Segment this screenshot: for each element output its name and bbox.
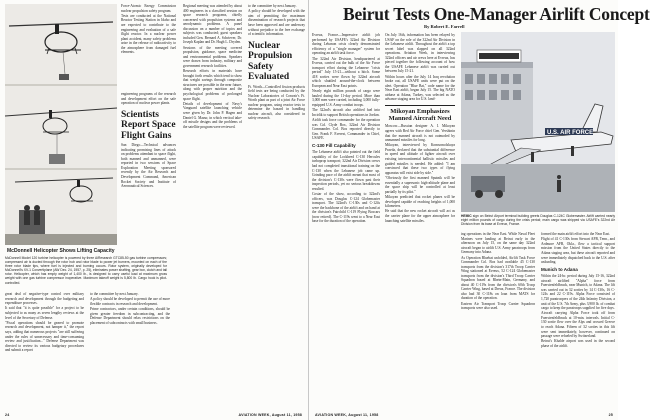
text-paragraph: formed the main airlift effort into the Near East. xyxy=(541,232,611,236)
text-paragraph: Mikoyan, interviewed by Komsomolskaya Pravda, declared that the substantial difference in speed and altitude of fighter aircraft over existing intercontinental ballistic missiles and guided missiles is needed. He added: "I am convinced that these two types of flying apparatus will exist side by side." xyxy=(385,143,455,175)
airport-photo-caption xyxy=(461,214,615,226)
section-subhead: C-130 Fill Capability xyxy=(312,143,356,149)
text-paragraph: Evreux, France—Impressive airlift job performed by USAFE's 322nd Air Division during Lebanon crisis clearly demonstrated efficiency of a "single manager" system for operating an airlift task force. xyxy=(312,33,380,56)
page-number-left: 24 xyxy=(5,413,10,417)
svg-text:U.S. AIR FORCE: U.S. AIR FORCE xyxy=(547,130,594,136)
helicopter-photo-caption: McDonnell Model 120 turbine helicopter is powered by three AiResearch GTC85-50 gas turbine compressors; compressed air is ducted through the rotor hub and rotor blade to power jet burners, mounted on each of the three rotor blade tips, where fuel is injected and burning occurs. Rotor system, originally developed for McDonnell's XV-1 Convertiplane (AW Dec. 24, 1957, p. 25), eliminates power shafting, gear box, clutch and tail rotor. Helicopter, which has empty weight of 1,400 lb., is designed to carry useful load at maximum gross weight with one gas turbine compressor inoperative. Maximum takeoff weight is 5,800 lb. Cargo hook is pilot-controlled. xyxy=(5,256,167,285)
text-paragraph: Tests are conducted at the National Reactor Testing Station in Idaho and are expected to contribute to the engineering and evaluation of a safe flight reactor. In a nuclear power plant accident, many safety problems arise in the release of radioactivity to the atmosphere from damaged fuel elements. xyxy=(121,13,176,55)
text-paragraph: Aircraft carrying Alpha Force took off from Fuerstenfeldbruck at 10-min. intervals. Initial C-130 sortie flew over the Alps and crossed Greece to reach Adana. Fifteen of 32 sorties in this lift were sent immediately, however, continued on passage were refueled by Switzerland. xyxy=(541,311,615,339)
text-paragraph: A policy should be developed to permit the use of more flexible contracts in research and development. xyxy=(90,297,170,306)
text-paragraph: to the committee by next January. xyxy=(248,4,297,8)
helicopter-caption-headline: McDonnell Helicopter Shows Lifting Capacity xyxy=(7,248,115,254)
space-flight-headline: Scientists Report Space Flight Gains xyxy=(121,109,176,141)
text-paragraph: Within the 24-hr. period during July 15-16, 322nd aircraft airlifted "Alpha" force from Fuerstenfeldbruck, near Munich, to Adana. The lift was carried out in 32 sorties by 14 C-130s, 16 C-124s and 22 C-119s. Alpha Force consisted of 1,720 paratroopers of the 24th Infantry Division, a unit of the U.S. 7th Army, plus 3,900 lb. of combat cargo to keep the paratroops supplied for five days. xyxy=(541,274,615,311)
text-paragraph: Nearly eight million pounds of cargo were hauled during the 11-day period. More than 3,000 men were carried, including 3,000 fully-equipped U.S. Army combat troops. xyxy=(312,89,380,107)
page-number-right: 25 xyxy=(608,413,613,417)
airlift-column-1 xyxy=(312,33,380,411)
airlift-column-2 xyxy=(385,33,455,411)
helicopter-photo xyxy=(5,4,117,245)
helicopter-photo-image xyxy=(5,4,117,245)
article-column-space xyxy=(183,4,242,364)
mikoyan-headline: Mikoyan Emphasizes Manned Aircraft Need xyxy=(385,105,455,122)
text-paragraph: Force-Atomic Energy Commission nuclear propulsion safety program. xyxy=(121,4,176,13)
text-paragraph: Sessions of the meeting covered propulsion, guidance, space medicine and environmental problems. Speakers were drawn from industry, military and government research facilities. xyxy=(183,45,242,68)
right-magazine-page xyxy=(309,0,650,420)
text-paragraph: On July 16th, information has been relayed by USAF on the role of the 322nd Air Division in the Lebanese airlift. Throughout the airlift a top secret label was slapped on all 322nd operations. Aviation Week, in interviewing 322nd officers and air crews here at Evreux, has pieced together the following account of how the USAFE Lebanese airlift was carried out between July 15-21. xyxy=(385,33,455,74)
text-paragraph: engineering programs of the research and development effort on the safe operation of nuclear power plants. xyxy=(121,92,176,106)
text-paragraph: Costar of the show, according to 322nd's officers, was Douglas C-124 Globemaster transport. The 322nd's C-130s and C-124s were the backbone of the airlift and on hand at the division's Fairchild C-119 Flying Boxcars (now retired). The C-119s went to a Near East base for the duration of the operation. xyxy=(312,192,380,224)
caption-lead: HEMIC xyxy=(461,214,472,218)
text-paragraph: He said that the new rocket aircraft will act as the carrier plane for the upper atmosphere for launching satellite missiles. xyxy=(385,209,455,223)
text-paragraph: A policy should be developed with the aim of permitting the maximum dissemination of research projects that have been approved and are underway without prejudice to the free exchange of scientific information. xyxy=(248,9,305,37)
article-column-atomic xyxy=(121,4,176,88)
article-column-research xyxy=(5,292,84,410)
text-paragraph: Regional meeting was attended by about 400 engineers in a classified session on space research programs, chiefly concerned with propulsion systems and aerodynamic problems. A panel discussion on a number of topics and subjects was conducted; guest speakers included Gen. Bernard A. Schriever, Dr. Joseph Kaplan and Dr. Hugh L. Dryden. xyxy=(183,4,242,45)
airlift-column-3 xyxy=(461,232,535,410)
text-paragraph: Details of development of Navy's Vanguard satellite launching vehicle were given by Dr. John P. Hagen and Daniel G. Mazur, in which vertical take-off missile designs and the problems of the satellite program were reviewed. xyxy=(183,101,242,129)
text-paragraph: The 322nd's aircraft also airlifted fuel into Incirlik to support British operations in Jordan. xyxy=(312,108,380,117)
text-paragraph: great deal of negative-type control over military research and development through the budgeting and expenditure processes. xyxy=(5,292,84,306)
section-subhead: Munich to Adana xyxy=(541,267,578,273)
text-paragraph: "Fiscal operations should be geared to promote research and development, not hamper it," the report says, adding that numerous projects "are still suffering under the rules of unnecessary and time-consuming review and justification..." Defense Department was directed to review its various budgetary procedures and submit a report xyxy=(5,320,84,353)
article-byline: By Robert E. Farrell xyxy=(424,24,465,29)
text-paragraph: Airlift task force commander for the operation was Col. Clyde Box, 322nd Air Division Commander. Col. Box reported directly to Gen. Frank F. Everest, Commander in Chief, USAFE. xyxy=(312,118,380,141)
text-paragraph: Within hours after the July 14 Iraq revolution broke out, all USAFE units were put on the alert. Operation "Blue Bat," code name for the Near East airlift, began July 15. The big NATO airbase at Adana, Turkey, was selected as the advance staging area for U.S. land- xyxy=(385,74,455,102)
folio-left: AVIATION WEEK, August 11, 1958 xyxy=(238,413,302,417)
text-paragraph: The 322nd Air Division, headquartered at Evreux, carried out the bulk of the Air Force transport effort during the Lebanese "crisis period" July 15-21—without a hitch. Some 418 sorties were flown by 322nd aircraft which shuttled around-the-clock between European and Near East points. xyxy=(312,56,380,88)
text-paragraph: Research efforts in materials have brought forth results which tend to show that weight savings through composite structures are possible in the near future, along with proper nutrition and the psychological problems of prolonged space flight. xyxy=(183,69,242,101)
article-headline: Beirut Tests One-Manager Airlift Concept xyxy=(343,4,650,24)
text-paragraph: Flight of 41 C-130s from Stewart AFB, Tenn., and Ardmore AFB, Okla., flew a tactical support mission from the United States directly to the Adana staging area, but these aircraft reported and were immediately dispatched back to the U.S. after unloading. xyxy=(541,237,615,265)
text-paragraph: Eastern Air Transport Troop Carrier Squadron transports were also used. xyxy=(461,301,535,311)
text-paragraph: to the committee by next January. xyxy=(90,292,139,296)
text-paragraph: It said that "it is quite possible" for a project to be subjected to as many as seven lengthy reviews at the level of the Secretary of Defense. xyxy=(5,306,84,320)
text-paragraph: Moscow—Russian designer A. I. Mikoyan agrees with Red Air Force chief Gen. Vershinin that the manned aircraft is not outmoded by unmanned missiles for long. xyxy=(385,124,455,143)
text-paragraph: "Obviously the first manned Sputnik will be essentially a supersonic high-altitude plane and the space ship will be controlled at least partially by its pilot." xyxy=(385,176,455,194)
left-magazine-page xyxy=(0,0,309,420)
airlift-column-4 xyxy=(541,232,615,410)
text-paragraph: San Diego—Technical advances indicating promising lines of attack on problems attendant to space flight, both manned and unmanned, were reported in two sessions of Space Exploration Meeting sponsored recently by the Air Research and Development Command, American Rocket Society and Institute of Aeronautical Sciences. xyxy=(121,143,176,189)
text-paragraph: Mikoyan predicted that rocket planes will be developed capable of reaching heights of 1,000 kilometers. xyxy=(385,195,455,209)
airport-aircraft-photo xyxy=(461,32,615,212)
article-column-nuclear xyxy=(248,4,305,414)
caption-text: sign on Beirut Airport terminal building greets Douglas C-124C Globemaster. Airlift carried nearly eight million pounds of cargo during the crisis period; main cargo was shipped via USAFE's 322nd Air Division from its base at Evreux, France. xyxy=(461,214,615,226)
text-paragraph: The Lebanese airlift also pointed out the field capability of the Lockheed C-130 Hercules turboprop transport; 322nd Air Division crews had not completed transitional training on the C-130 when the Lebanese job came up. Grinding pace of the airlift meant that most of the division's C-130s were flown past their inspection periods, yet no serious breakdowns resulted. xyxy=(312,150,380,191)
nuclear-safety-headline: Nuclear Propulsion Safety Evaluated xyxy=(248,40,293,83)
airport-aircraft-image xyxy=(461,32,615,212)
article-column-research-cont xyxy=(90,292,170,410)
text-paragraph: Beirut's Khalde airport was used in the second phase of the airlift. xyxy=(541,339,615,349)
text-paragraph: Ft. Worth—Controlled fission products field tests are being conducted by the Nuclear Laboratories of Convair's Ft. Worth plant as part of a joint Air Force nuclear program, using reactor tests to determine the hazard in handling nuclear aircraft, also considered in safety research. xyxy=(248,84,305,121)
folio-right: AVIATION WEEK, August 11, 1958 xyxy=(315,413,379,417)
article-column-space-intro xyxy=(121,92,176,262)
text-paragraph: ing operations in the Near East. While Naval Fleet Marines were landing at Beirut early in the afternoon on July 15, on the same day 322nd aircraft began to airlift U.S. Army paratroops from Germany into Adana. xyxy=(461,232,535,255)
text-paragraph: Prime contractors, under certain conditions, should be given greater freedom in subcontracting, and the Defense Department should relax restrictions on the placement of subcontracts with small business. xyxy=(90,307,170,325)
text-paragraph: As Operation Bluebat unfolded, Airlift Task Force Commander Col. Box had available 45 C-130 transports from the division's 317th Troop Carrier Wing stationed at Evreux, 52 C-124 Globemaster transports from the division's Third Troop Carrier Squadron based at Rhein-Main, Germany, and about 40 C-119s from the division's 60th Troop Carrier Wing, based at Dreux, France. The division also had 30 C-118s on loan from MATS for duration of the operation. xyxy=(461,255,535,301)
